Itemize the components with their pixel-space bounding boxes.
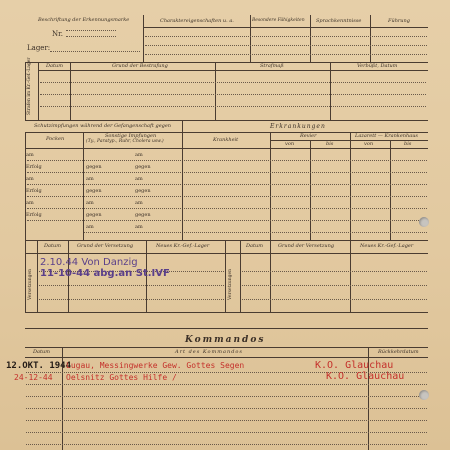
impf-a-5: Erfolg <box>26 212 42 218</box>
strafmass-header: Strafmaß <box>260 63 284 69</box>
impf-a-4: am <box>26 200 34 206</box>
kommando-date-1: 24-12-44 <box>14 373 53 382</box>
impf-b-3: gegen <box>86 188 102 194</box>
kommando-date-0: 12.OKT. 1944 <box>6 361 72 371</box>
erkrankungen-header: Erkrankungen <box>270 123 326 130</box>
kommando-art-1: Oelsnitz Gottes Hilfe / <box>66 373 177 382</box>
lazarett-bis: bis <box>404 141 412 147</box>
punch-hole-bottom <box>419 390 429 400</box>
impf-c-0: am <box>135 152 143 158</box>
impf-c-6: am <box>135 224 143 230</box>
impfungen-header: Schutzimpfungen während der Gefangenschaft gegen <box>34 123 172 129</box>
impf-c-2: am <box>135 176 143 182</box>
impf-a-0: am <box>26 152 34 158</box>
beschriftung-label: Beschriftung der Erkennungsmarke <box>38 17 130 23</box>
fuehrung-header: Führung <box>388 18 410 24</box>
punch-hole-top <box>419 217 429 227</box>
lazarett-von: von <box>364 141 374 147</box>
impf-b-1: gegen <box>86 164 102 170</box>
vers-grund-left: Grund der Versetzung <box>77 243 134 249</box>
strafen-datum-header: Datum <box>46 63 63 69</box>
versetzungen-side-right: Versetzungen <box>228 268 233 300</box>
vers-grund-right: Grund der Versetzung <box>278 243 335 249</box>
pocken-header: Pocken <box>46 136 65 142</box>
sonstige-sub: (Ty., Paratyp., Ruhr, Cholera usw.) <box>86 139 164 144</box>
impf-a-1: Erfolg <box>26 164 42 170</box>
versetzung-stamp-2: 11-10-44 abg.an St.IVF <box>40 268 170 279</box>
faehigkeiten-header: Besondere Fähigkeiten <box>252 18 305 23</box>
vers-lager-right: Neues Kr.-Gef.-Lager <box>360 243 414 249</box>
kommandos-rueck-header: Rückkehrdatum <box>378 349 419 355</box>
impf-a-2: am <box>26 176 34 182</box>
strafen-side-label: Strafen im Kr.-Gef.-Lager <box>27 57 32 115</box>
kommandos-title: Kommandos <box>185 335 266 345</box>
impf-c-5: gegen <box>135 212 151 218</box>
impf-c-3: gegen <box>135 188 151 194</box>
lager-label: Lager: <box>27 44 51 52</box>
impf-c-1: gegen <box>135 164 151 170</box>
strafen-grund-header: Grund der Bestrafung <box>112 63 168 69</box>
kommando-ort-1: K.O. Glauchau <box>326 371 405 382</box>
impf-a-3: Erfolg <box>26 188 42 194</box>
kommandos-art-header: Art des Kommandos <box>175 349 243 355</box>
vers-datum-right: Datum <box>246 243 263 249</box>
vers-lager-left: Neues Kr.-Gef.-Lager <box>156 243 210 249</box>
revier-header: Revier <box>300 133 317 139</box>
krankheit-header: Krankheit <box>213 137 239 143</box>
versetzungen-side-left: Versetzungen <box>28 268 33 300</box>
sonstige-header: Sonstige Impfungen <box>105 133 157 139</box>
charakter-header: Charaktereigenschaften u. a. <box>160 18 234 24</box>
revier-bis: bis <box>326 141 334 147</box>
impf-b-6: am <box>86 224 94 230</box>
versetzung-stamp-1: 2.10.44 Von Danzig <box>40 257 138 268</box>
vers-datum-left: Datum <box>44 243 61 249</box>
kommando-art-0: Lugau, Messingwerke Gew. Gottes Segen <box>66 361 245 370</box>
verbuesst-header: Verbüßt, Datum <box>357 63 398 69</box>
revier-von: von <box>285 141 295 147</box>
impf-c-4: am <box>135 200 143 206</box>
impf-b-5: gegen <box>86 212 102 218</box>
lazarett-header: Lazarett — Krankenhaus <box>355 133 418 139</box>
kommando-ort-0: K.O. Glauchau <box>315 360 394 371</box>
impf-b-2: am <box>86 176 94 182</box>
kommandos-datum-header: Datum <box>33 349 50 355</box>
impf-b-4: am <box>86 200 94 206</box>
nr-label: Nr. <box>52 30 63 38</box>
sprachen-header: Sprachkenntnisse <box>316 18 362 24</box>
